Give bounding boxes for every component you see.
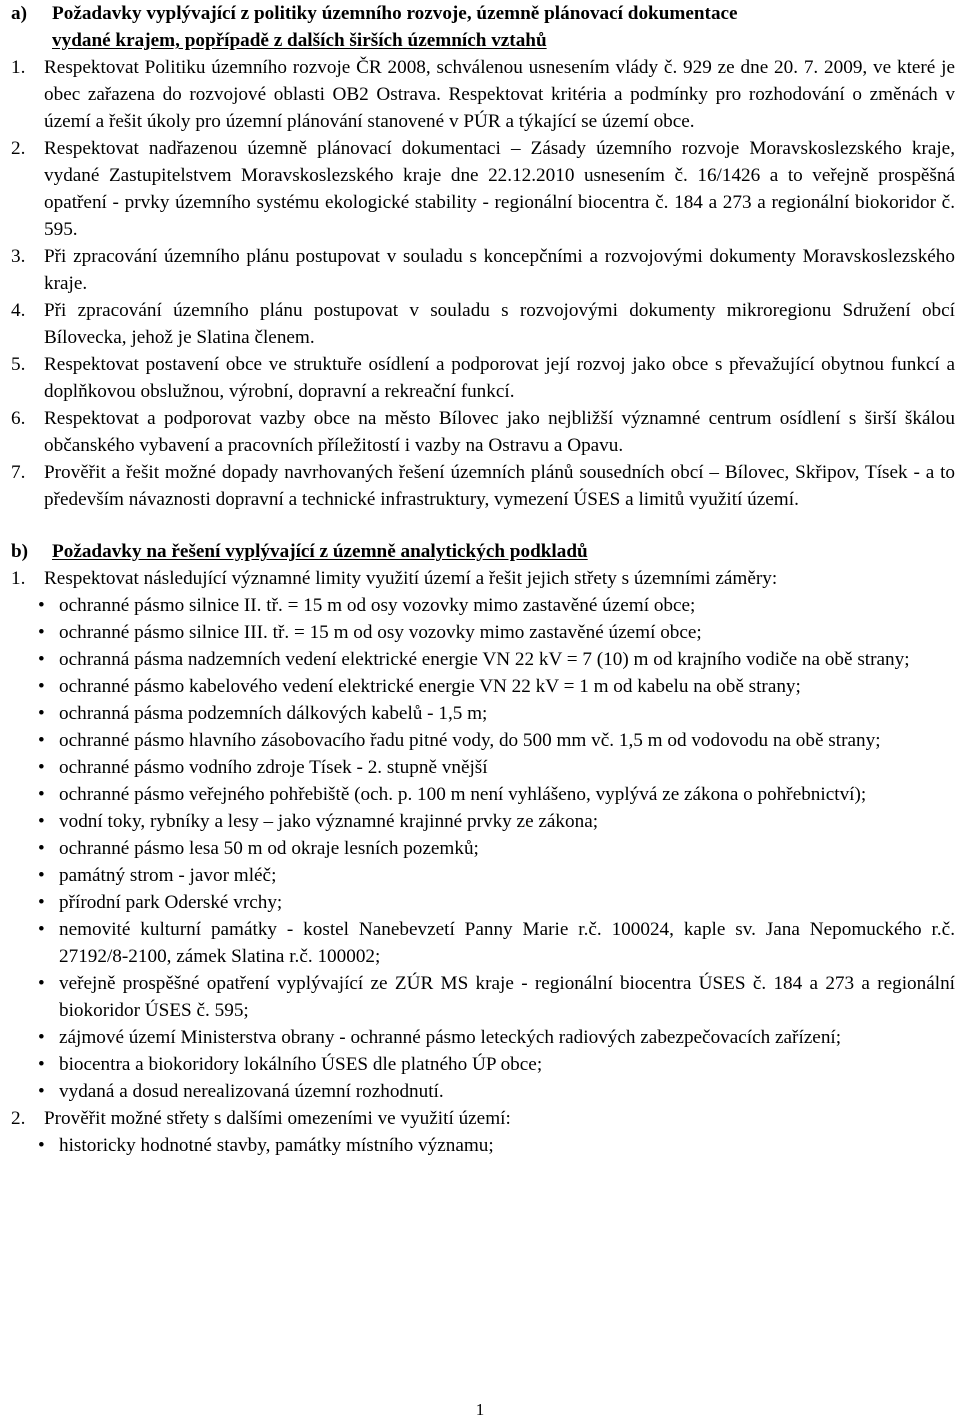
bullet-icon: • — [38, 1054, 45, 1075]
bullet-icon: • — [38, 622, 45, 643]
section-b-item-2 — [11, 1105, 955, 1132]
bullet-text: veřejně prospěšné opatření vyplývající ze ZÚR MS kraje - regionální biocentra ÚSES č. 184 a 273 a regionální biokoridor ÚSES č. 595; — [59, 973, 955, 1021]
bullet-item — [38, 727, 955, 754]
bullet-text: vydaná a dosud nerealizovaná územní rozhodnutí. — [59, 1081, 444, 1102]
bullet-text: ochranné pásmo veřejného pohřebiště (och. p. 100 m není vyhlášeno, vyplývá ze zákona o pohřebnictví); — [59, 784, 867, 805]
bullet-text: ochranné pásmo lesa 50 m od okraje lesních pozemků; — [59, 838, 479, 859]
section-b-item-1 — [11, 565, 955, 592]
bullet-text: památný strom - javor mléč; — [59, 865, 277, 886]
document-body — [11, 0, 955, 1159]
bullet-text: zájmové území Ministerstva obrany - ochranné pásmo leteckých radiových zabezpečovacích zařízení; — [59, 1027, 842, 1048]
bullet-item — [38, 916, 955, 970]
bullet-item — [38, 1132, 955, 1159]
section-b-item-1-bullets — [11, 592, 955, 1105]
item-number: 2. — [11, 1108, 26, 1129]
item-text: Při zpracování územního plánu postupovat v souladu s koncepčními a rozvojovými dokumenty Moravskoslezského kraje. — [44, 246, 955, 294]
item-number: 3. — [11, 246, 26, 267]
bullet-text: vodní toky, rybníky a lesy – jako významné krajinné prvky ze zákona; — [59, 811, 599, 832]
bullet-icon: • — [38, 784, 45, 805]
section-a-item-5 — [11, 351, 955, 405]
section-a-item-6 — [11, 405, 955, 459]
bullet-item — [38, 970, 955, 1024]
section-a-heading — [11, 0, 955, 54]
section-b-heading — [11, 538, 955, 565]
bullet-text: ochranné pásmo silnice III. tř. = 15 m od osy vozovky mimo zastavěné území obce; — [59, 622, 702, 643]
bullet-icon: • — [38, 757, 45, 778]
section-a-list — [11, 54, 955, 513]
bullet-text: nemovité kulturní památky - kostel Nanebevzetí Panny Marie r.č. 100024, kaple sv. Jana Nepomuckého r.č. 27192/8-2100, zámek Slatina r.č. 100002; — [59, 919, 955, 967]
section-a-title-line1: Požadavky vyplývající z politiky územního rozvoje, územně plánovací dokumentace — [52, 3, 738, 24]
section-a-item-4 — [11, 297, 955, 351]
item-number: 5. — [11, 354, 26, 375]
bullet-text: ochranné pásmo kabelového vedení elektrické energie VN 22 kV = 1 m od kabelu na obě strany; — [59, 676, 801, 697]
bullet-item — [38, 619, 955, 646]
bullet-item — [38, 646, 955, 673]
section-b-title: Požadavky na řešení vyplývající z územně analytických podkladů — [52, 541, 588, 562]
bullet-icon: • — [38, 730, 45, 751]
section-a-item-1 — [11, 54, 955, 135]
bullet-icon: • — [38, 703, 45, 724]
item-text: Respektovat následující významné limity využití území a řešit jejich střety s územními záměry: — [44, 568, 778, 589]
item-number: 1. — [11, 568, 26, 589]
section-gap — [11, 513, 955, 538]
bullet-icon: • — [38, 649, 45, 670]
bullet-item — [38, 1024, 955, 1051]
bullet-item — [38, 754, 955, 781]
bullet-text: ochranné pásmo hlavního zásobovacího řadu pitné vody, do 500 mm vč. 1,5 m od vodovodu na obě strany; — [59, 730, 881, 751]
bullet-item — [38, 835, 955, 862]
section-b-item-2-bullets — [11, 1132, 955, 1159]
item-text: Respektovat Politiku územního rozvoje ČR 2008, schválenou usnesením vlády č. 929 ze dne 20. 7. 2009, ve které je obec zařazena do rozvojové oblasti OB2 Ostrava. Respektovat kritéria a podmínky pro rozhodování o změnách v území a řešit úkoly pro územní plánování stanovené v PÚR a týkající se území obce. — [44, 57, 955, 132]
item-text: Respektovat a podporovat vazby obce na město Bílovec jako nejbližší významné centrum osídlení s širší škálou občanského vybavení a pracovních příležitostí i vazby na Ostravu a Opavu. — [44, 408, 955, 456]
item-text: Respektovat postavení obce ve struktuře osídlení a podporovat její rozvoj jako obce s převažující obytnou funkcí a doplňkovou obslužnou, výrobní, dopravní a rekreační funkcí. — [44, 354, 955, 402]
section-b-label: b) — [11, 541, 29, 562]
bullet-icon: • — [38, 811, 45, 832]
bullet-icon: • — [38, 595, 45, 616]
bullet-icon: • — [38, 973, 45, 994]
bullet-text: ochranná pásma podzemních dálkových kabelů - 1,5 m; — [59, 703, 488, 724]
bullet-icon: • — [38, 1081, 45, 1102]
section-a-item-7 — [11, 459, 955, 513]
bullet-item — [38, 1051, 955, 1078]
bullet-item — [38, 700, 955, 727]
bullet-icon: • — [38, 919, 45, 940]
bullet-text: ochranné pásmo vodního zdroje Tísek - 2. stupně vnější — [59, 757, 488, 778]
bullet-text: ochranné pásmo silnice II. tř. = 15 m od osy vozovky mimo zastavěné území obce; — [59, 595, 696, 616]
page-number: 1 — [475, 1400, 485, 1419]
bullet-icon: • — [38, 676, 45, 697]
bullet-item — [38, 808, 955, 835]
item-number: 2. — [11, 138, 26, 159]
bullet-icon: • — [38, 1027, 45, 1048]
bullet-text: biocentra a biokoridory lokálního ÚSES dle platného ÚP obce; — [59, 1054, 543, 1075]
item-text: Respektovat nadřazenou územně plánovací dokumentaci – Zásady územního rozvoje Moravskoslezského kraje, vydané Zastupitelstvem Moravskoslezského kraje dne 22.12.2010 usnesením č. 16/1426 a to veřejně prospěšná opatření - prvky územního systému ekologické stability - regionální biocentra č. 184 a 273 a regionální biokoridor č. 595. — [44, 138, 955, 240]
item-text: Prověřit možné střety s dalšími omezeními ve využití území: — [44, 1108, 511, 1129]
bullet-icon: • — [38, 865, 45, 886]
bullet-icon: • — [38, 1135, 45, 1156]
bullet-item — [38, 592, 955, 619]
bullet-item — [38, 862, 955, 889]
bullet-text: ochranná pásma nadzemních vedení elektrické energie VN 22 kV = 7 (10) m od krajního vodiče na obě strany; — [59, 649, 910, 670]
bullet-item — [38, 673, 955, 700]
item-text: Prověřit a řešit možné dopady navrhovaných řešení územních plánů sousedních obcí – Bílovec, Skřipov, Tísek - a to především návaznosti dopravní a technické infrastruktury, vymezení ÚSES a limitů využití území. — [44, 462, 955, 510]
bullet-text: přírodní park Oderské vrchy; — [59, 892, 283, 913]
bullet-icon: • — [38, 892, 45, 913]
bullet-icon: • — [38, 838, 45, 859]
item-number: 4. — [11, 300, 26, 321]
bullet-item — [38, 889, 955, 916]
section-a-item-3 — [11, 243, 955, 297]
item-text: Při zpracování územního plánu postupovat v souladu s rozvojovými dokumenty mikroregionu Sdružení obcí Bílovecka, jehož je Slatina členem. — [44, 300, 955, 348]
section-a-label: a) — [11, 3, 27, 24]
section-a-title-line2: vydané krajem, popřípadě z dalších širších územních vztahů — [52, 30, 547, 51]
section-a-item-2 — [11, 135, 955, 243]
item-number: 7. — [11, 462, 26, 483]
bullet-item — [38, 781, 955, 808]
item-number: 1. — [11, 57, 26, 78]
item-number: 6. — [11, 408, 26, 429]
bullet-item — [38, 1078, 955, 1105]
bullet-text: historicky hodnotné stavby, památky místního významu; — [59, 1135, 494, 1156]
